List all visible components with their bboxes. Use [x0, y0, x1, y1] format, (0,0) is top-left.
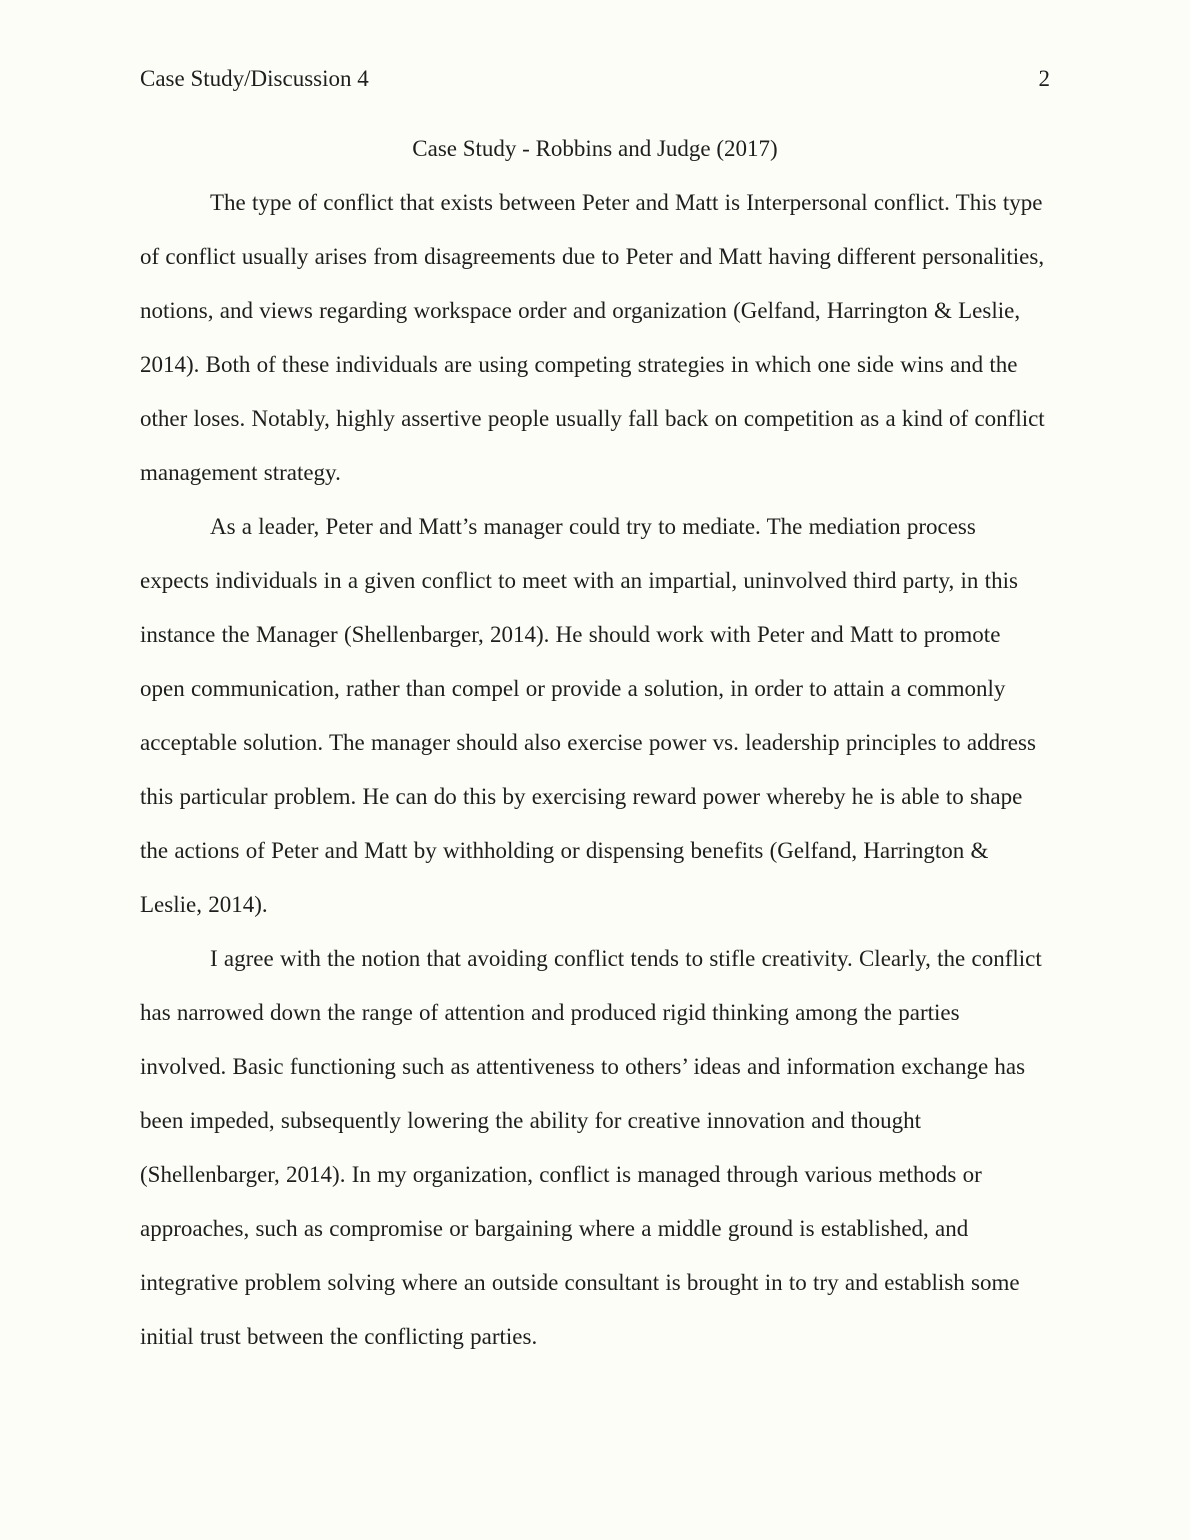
- running-head: Case Study/Discussion 4: [140, 66, 369, 91]
- paragraph-mediation: As a leader, Peter and Matt’s manager could try to mediate. The mediation process expects individuals in a given conflict to meet with an impartial, uninvolved third party, in this instance the Manager (Shellenbarger, 2014). He should work with Peter and Matt to promote open communication, rather than compel or provide a solution, in order to attain a commonly acceptable solution. The manager should also exercise power vs. leadership principles to address this particular problem. He can do this by exercising reward power whereby he is able to shape the actions of Peter and Matt by withholding or dispensing benefits (Gelfand, Harrington & Leslie, 2014).: [140, 514, 1036, 917]
- document-title: Case Study - Robbins and Judge (2017): [412, 136, 778, 161]
- page-number: 2: [1038, 66, 1050, 91]
- document-body: [140, 176, 1050, 1364]
- page-header: [140, 64, 1050, 94]
- paragraph-avoiding-conflict: I agree with the notion that avoiding conflict tends to stifle creativity. Clearly, the conflict has narrowed down the range of attention and produced rigid thinking among the parties involved. Basic functioning such as attentiveness to others’ ideas and information exchange has been impeded, subsequently lowering the ability for creative innovation and thought (Shellenbarger, 2014). In my organization, conflict is managed through various methods or approaches, such as compromise or bargaining where a middle ground is established, and integrative problem solving where an outside consultant is brought in to try and establish some initial trust between the conflicting parties.: [140, 946, 1042, 1349]
- paragraph-conflict-type: The type of conflict that exists between Peter and Matt is Interpersonal conflict. This type of conflict usually arises from disagreements due to Peter and Matt having different personalities, notions, and views regarding workspace order and organization (Gelfand, Harrington & Leslie, 2014). Both of these individuals are using competing strategies in which one side wins and the other loses. Notably, highly assertive people usually fall back on competition as a kind of conflict management strategy.: [140, 190, 1045, 485]
